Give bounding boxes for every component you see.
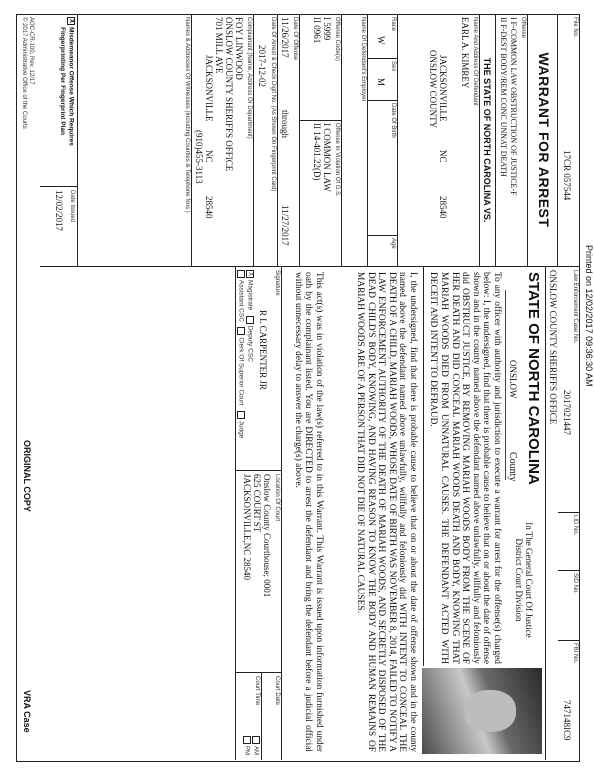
complainant-state: NC xyxy=(204,150,214,163)
rule xyxy=(253,14,254,266)
rule xyxy=(368,58,398,59)
rule xyxy=(558,570,580,571)
rule xyxy=(281,266,282,760)
dob-label: Date Of Birth xyxy=(390,103,396,138)
judge-checkbox[interactable] xyxy=(237,411,245,419)
defendant-label: Name And Address Of Defendant xyxy=(472,17,478,106)
fbi-no: 747148IC9 xyxy=(562,700,572,741)
rule xyxy=(479,14,480,266)
defendant-state: NC xyxy=(438,150,448,163)
offense-code-2: II 0961 xyxy=(312,17,322,44)
court-county: ONSLOW xyxy=(508,360,518,399)
offense-code-label: Offense Code(s) xyxy=(334,17,340,61)
am-label: AM xyxy=(252,746,259,755)
court-line-1: In The General Court Of Justice xyxy=(524,522,534,638)
complainant-agency: ONSLOW COUNTY SHERIFFS OFFICE xyxy=(224,17,234,172)
complainant-name: FOY LINWOOD xyxy=(234,17,244,80)
rule xyxy=(235,266,236,760)
offense-date-label: Date Of Offense xyxy=(292,17,298,61)
rule xyxy=(527,14,528,266)
rule xyxy=(299,14,300,266)
rule xyxy=(341,14,342,266)
pm-checkbox[interactable] xyxy=(243,736,251,744)
column-divider xyxy=(40,266,580,267)
defendant-zip: 28540 xyxy=(438,196,448,219)
deputy-csc-checkbox[interactable] xyxy=(246,316,254,324)
signer-name: R L CARPENTER JR xyxy=(258,310,268,390)
rule xyxy=(236,672,282,673)
rule xyxy=(558,640,580,641)
rule xyxy=(557,14,558,266)
rule xyxy=(423,266,424,666)
pm-label: PM xyxy=(243,746,250,755)
form-id xyxy=(20,17,34,129)
offense-label: Offense xyxy=(520,17,526,38)
signature-label: Signature xyxy=(274,270,280,296)
clerk-label: Clerk Of Superior Court xyxy=(237,337,245,406)
assistant-csc-label: Assistant CSC xyxy=(237,280,245,322)
rule xyxy=(300,120,342,121)
court-state: STATE OF NORTH CAROLINA xyxy=(525,272,542,485)
finding-paragraph-2: I, the undersigned, find that there is probable cause to believe that on or about the date of offense shown and in the county named above the defendant named above unlawfully, willfully and feloniously did WITH INTENT TO CONCEAL THE DEATH OF A CHILD, MARIAH WOODS, WHOSE DATE OF BIRTH WAS NOVEMBER 8, 2014, FAILED TO NOTIFY A LAW ENFORCEMENT AUTHORITY OF THE DEATH OF MARIAH WOODS, AND SECRETLY DISPOSED OF THE DEAD CHILD'S BODY, KNOWING, AND HAVING REASON TO KNOW THE BODY AND HUMAN REMAINS OF MARIAH WOODS ARE OF A PERSON THAT DID NOT DIE OF NATURAL CAUSES. xyxy=(355,272,418,752)
offense-code-1: I 5999 xyxy=(322,17,332,41)
rule xyxy=(558,512,580,513)
arrest-date-label: Date Of Arrest & Check Digit No. (As Shown On Fingerprint Card) xyxy=(270,17,276,192)
offense-date-from: 11/26/2017 xyxy=(280,17,290,58)
age-label: Age xyxy=(390,238,396,249)
rule xyxy=(77,14,78,266)
magistrate-checkbox[interactable]: X xyxy=(247,271,253,276)
rule xyxy=(368,235,398,236)
vra-case: VRA Case xyxy=(22,690,32,733)
race: W xyxy=(376,36,386,45)
rule xyxy=(191,14,192,266)
rule xyxy=(367,14,368,266)
offense-date-through: through xyxy=(280,110,290,138)
court-location-city: JACKSONVILLE,NC 28540 xyxy=(242,474,252,581)
court-line-2: District Court Division xyxy=(514,538,524,622)
violation-2: II 14-401.22(D) xyxy=(312,123,322,181)
directive-paragraph: This act(s) was in violation of the law(s) referred to in this Warrant. This Warrant is issued upon information furnished under oath by the complainant listed. You are DIRECTED to arrest the defendant and bring the defendant before a judicial official without unnecessary delay to answer the charge(s) above. xyxy=(292,272,324,752)
defendant-name: EARL A. KIMREY xyxy=(460,17,470,89)
complainant-phone: (910)455-3113 xyxy=(194,130,204,184)
signer-roles xyxy=(237,270,254,438)
rule xyxy=(545,266,546,760)
violation-1: I COMMON LAW xyxy=(322,123,332,192)
face-shape xyxy=(464,690,516,732)
court-location-name: Onslow County Courthouse; 0001 xyxy=(262,474,272,598)
defendant-city: JACKSONVILLE xyxy=(438,55,448,122)
misdemeanor-checkbox[interactable]: X xyxy=(68,18,74,23)
file-no: 17CR 057544 xyxy=(562,150,572,201)
rule xyxy=(277,14,278,266)
am-pm xyxy=(243,736,260,755)
offense-line-2: II F-DEST BODY/REM CONC UNNAT DEATH xyxy=(499,17,508,177)
sex-label: Sex xyxy=(390,61,396,72)
magistrate-label: Magistrate xyxy=(246,280,254,311)
court-date-label: Court Date xyxy=(274,676,280,706)
complainant-zip: 28540 xyxy=(204,196,214,219)
violation-label: Offense In Violation Of G.S. xyxy=(334,123,340,197)
offense-date-to: 11/27/2017 xyxy=(280,205,290,246)
rule xyxy=(397,14,398,266)
form-title: WARRANT FOR ARREST xyxy=(536,52,552,228)
court-location-street: 625 COURT ST xyxy=(252,474,262,533)
employer-label: Name Of Defendant's Employer xyxy=(360,17,366,102)
court-location-label: Location Of Court xyxy=(274,474,280,522)
complainant-label: Complainant (Name, Address Or Department) xyxy=(246,17,252,139)
lid-label: LID No. xyxy=(572,515,578,536)
form-id-2: © 2017 Administrative Office of the Courts xyxy=(21,17,27,129)
misdemeanor-text-2: Fingerprinting Per Fingerprint Plan xyxy=(59,27,67,135)
agency-name: ONSLOW COUNTY SHERIFFS OFFICE xyxy=(548,270,558,425)
court-division xyxy=(514,505,534,655)
file-no-label: File No. xyxy=(572,17,578,38)
sid-label: SID No. xyxy=(572,573,578,595)
form-id-1: AOC-CR-100, Rev. 12/17 xyxy=(28,17,34,85)
witnesses-label: Names & Addresses Of Witnesses (Including Counties & Telephone Nos.) xyxy=(184,17,190,213)
defendant-county: ONSLOW COUNTY xyxy=(428,50,438,129)
offense-line-1: I F-COMMON LAW OBSTRUCTION OF JUSTICE-F xyxy=(509,17,518,196)
am-checkbox[interactable] xyxy=(252,736,260,744)
rule xyxy=(505,290,506,480)
assistant-csc-checkbox[interactable] xyxy=(237,270,245,278)
race-label: Race xyxy=(390,17,396,32)
county-label: County xyxy=(507,452,518,482)
lec-no: 2017021447 xyxy=(562,390,572,435)
rule xyxy=(261,672,262,760)
judge-label: Judge xyxy=(237,420,245,439)
deputy-csc-label: Deputy CSC xyxy=(246,325,254,362)
rule xyxy=(236,470,282,471)
court-time-label: Court Time xyxy=(254,676,260,706)
lec-label: Law Enforcement Case No. xyxy=(572,270,578,344)
sex: M xyxy=(376,78,386,87)
fbi-label: FBI No. xyxy=(572,643,578,664)
rule xyxy=(495,14,496,266)
defendant-photo xyxy=(422,668,542,754)
date-issued: 12/02/2017 xyxy=(54,190,64,232)
misdemeanor-text-1: Misdemeanor Offense Which Requires xyxy=(67,27,75,146)
printed-on: Printed on 12/02/2017 09:36:30 AM xyxy=(584,245,594,387)
finding-paragraph-1: To any officer with authority and jurisdiction to execute a warrant for arrest for the offense(s) charged below: I, the undersigned, find that there is probable cause to believe that on or about the date of offense shown and in the county named above the defendant named above unlawfully, willfully and feloniously did OBSTRUCT JUSTICE, BY REMOVING MARIAH WOODS BODY FROM THE SCENE OF HER DEATH AND DID CONCEAL MARIAH WOODS DEATH AND BODY, KNOWING THAT MARIAH WOODS DIED FROM UNNATURAL CAUSES. THE DEFENDANT ACTED WITH DECEIT AND INTENT TO DEFRAUD. xyxy=(428,272,502,664)
arrest-date: 2017-12-02 xyxy=(257,45,267,87)
original-copy: ORIGINAL COPY xyxy=(22,440,32,512)
date-issued-label: Date Issued xyxy=(69,190,75,223)
complainant-street: 701 MILL AVE xyxy=(214,17,224,74)
clerk-checkbox[interactable] xyxy=(237,327,245,335)
complainant-city: JACKSONVILLE xyxy=(204,55,214,122)
rule xyxy=(40,186,78,187)
misdemeanor-checkbox-row[interactable] xyxy=(58,17,75,146)
rule xyxy=(368,100,398,101)
state-vs: THE STATE OF NORTH CAROLINA VS. xyxy=(482,57,492,223)
